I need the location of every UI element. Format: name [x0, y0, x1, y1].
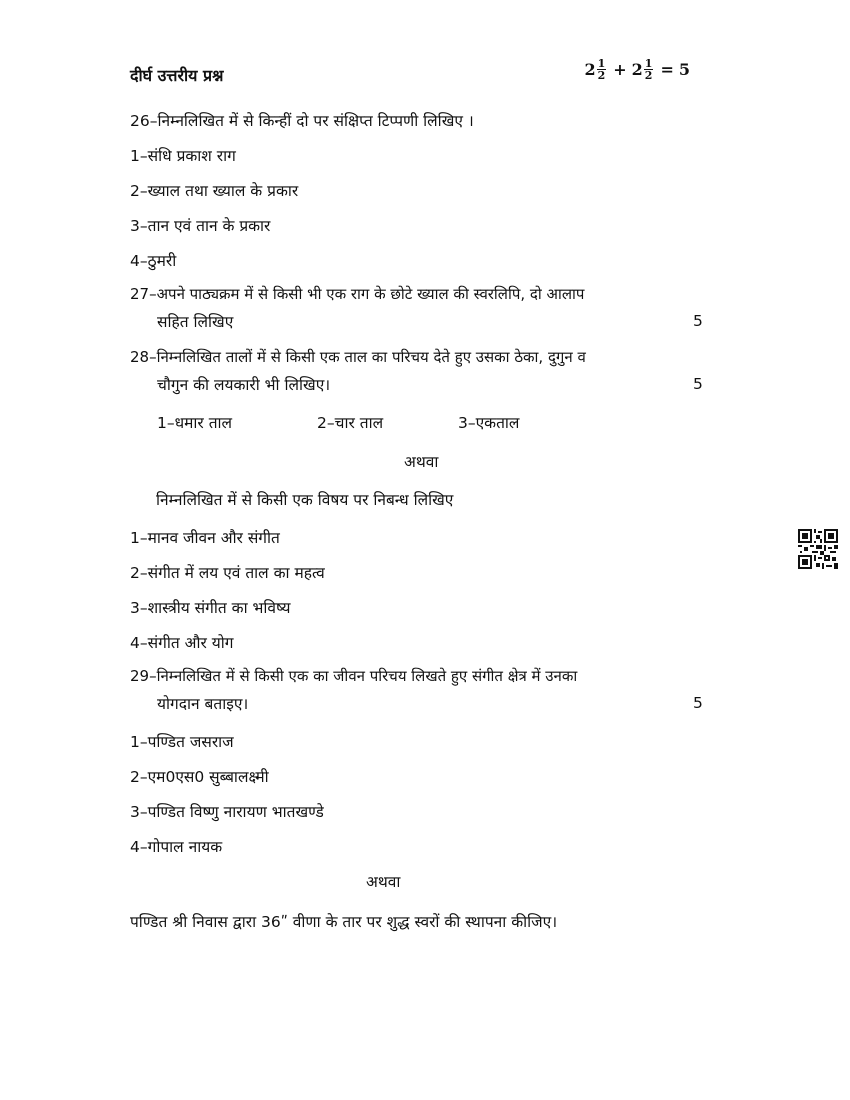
mixed-number-1	[584, 58, 608, 81]
q26-option-1: 1–संधि प्रकाश राग	[130, 147, 236, 165]
q28-alt-option-2: 2–संगीत में लय एवं ताल का महत्व	[130, 564, 325, 582]
q29-option-2: 2–एम0एस0 सुब्बालक्ष्मी	[130, 768, 269, 786]
q26-prompt: 26–निम्नलिखित में से किन्हीं दो पर संक्षिप्त टिप्पणी लिखिए ।	[130, 112, 474, 130]
denominator: 2	[644, 69, 653, 82]
q29-line-1: 29–निम्नलिखित में से किसी एक का जीवन परिचय लिखते हुए संगीत क्षेत्र में उनका	[130, 667, 578, 685]
q29-option-1: 1–पण्डित जसराज	[130, 733, 234, 751]
q28-line-2: चौगुन की लयकारी भी लिखिए।	[157, 376, 331, 394]
q28-option-1: 1–धमार ताल	[157, 414, 233, 432]
numerator: 1	[597, 57, 606, 70]
numerator: 1	[644, 57, 653, 70]
q28-marks: 5	[693, 375, 703, 393]
q29-marks: 5	[693, 694, 703, 712]
q26-option-3: 3–तान एवं तान के प्रकार	[130, 217, 271, 235]
q26-option-2: 2–ख्याल तथा ख्याल के प्रकार	[130, 182, 299, 200]
q29-alt-prompt: पण्डित श्री निवास द्वारा 36ʺ वीणा के तार पर शुद्ध स्वरों की स्थापना कीजिए।	[130, 913, 558, 931]
qr-code-icon	[798, 529, 838, 569]
q27-line-2: सहित लिखिए	[157, 313, 234, 331]
q28-alt-option-1: 1–मानव जीवन और संगीत	[130, 529, 280, 547]
q28-option-2: 2–चार ताल	[317, 414, 384, 432]
total-marks: 5	[678, 60, 690, 79]
whole-part: 2	[631, 60, 643, 79]
q28-alt-option-4: 4–संगीत और योग	[130, 634, 234, 652]
fraction	[597, 58, 607, 81]
section-header	[130, 57, 700, 94]
q28-alt-prompt: निम्नलिखित में से किसी एक विषय पर निबन्ध लिखिए	[156, 491, 454, 509]
section-title: दीर्घ उत्तरीय प्रश्न	[130, 66, 224, 85]
q29-line-2: योगदान बताइए।	[157, 695, 249, 713]
q26-option-4: 4–ठुमरी	[130, 252, 177, 270]
denominator: 2	[597, 69, 606, 82]
marks-formula	[584, 58, 690, 81]
q28-option-3: 3–एकताल	[458, 414, 520, 432]
q28-or-divider: अथवा	[404, 453, 439, 471]
q27-line-1: 27–अपने पाठ्यक्रम में से किसी भी एक राग के छोटे ख्याल की स्वरलिपि, दो आलाप	[130, 285, 585, 303]
whole-part: 2	[584, 60, 596, 79]
equals-sign: =	[660, 60, 674, 79]
fraction	[644, 58, 654, 81]
q29-option-4: 4–गोपाल नायक	[130, 838, 223, 856]
q28-line-1: 28–निम्नलिखित तालों में से किसी एक ताल का परिचय देते हुए उसका ठेका, दुगुन व	[130, 348, 586, 366]
plus-sign: +	[613, 60, 627, 79]
q27-marks: 5	[693, 312, 703, 330]
mixed-number-2	[632, 58, 656, 81]
q29-or-divider: अथवा	[366, 873, 401, 891]
q28-alt-option-3: 3–शास्त्रीय संगीत का भविष्य	[130, 599, 291, 617]
q29-option-3: 3–पण्डित विष्णु नारायण भातखण्डे	[130, 803, 324, 821]
